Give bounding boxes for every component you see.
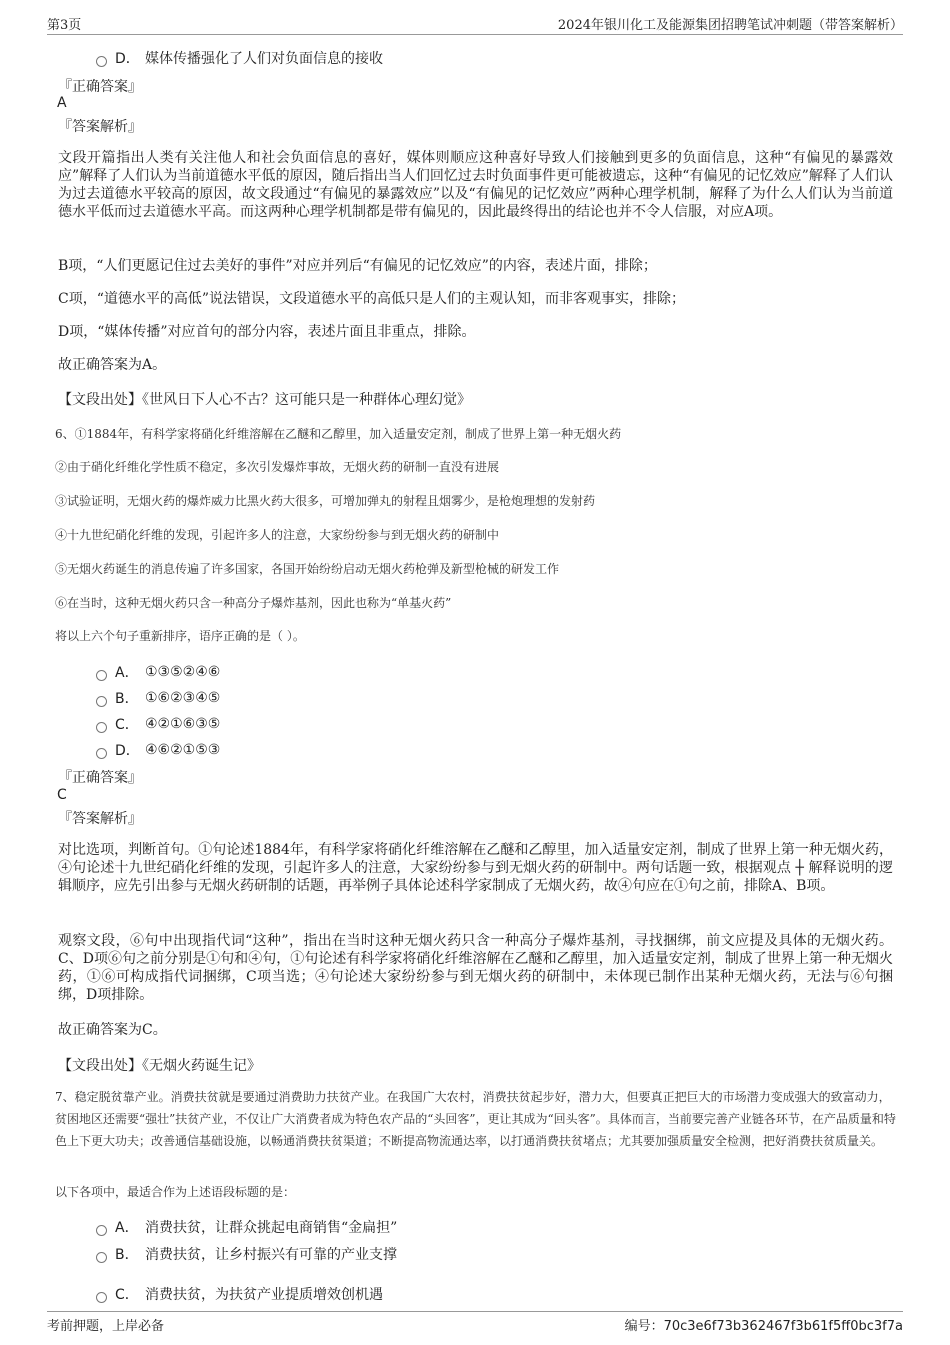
q5-analysis-para-4: D项，“媒体传播”对应首句的部分内容，表述片面且非重点，排除。 — [58, 324, 476, 340]
q6-answer-tag: 『正确答案』 — [58, 770, 142, 786]
q5-analysis-para-3: C项，“道德水平的高低”说法错误，文段道德水平的高低只是人们的主观认知，而非客观事实，排除； — [58, 291, 686, 307]
q6-question: 将以上六个句子重新排序，语序正确的是（ ）。 — [55, 629, 305, 643]
page-number: 第3页 — [47, 18, 82, 33]
q6-option-b[interactable] — [96, 688, 220, 708]
q7-option-b[interactable] — [96, 1244, 397, 1264]
radio-button-icon[interactable] — [96, 1292, 107, 1303]
option-letter: C． — [115, 717, 139, 733]
option-text: 消费扶贫，为扶贫产业提质增效创机遇 — [145, 1287, 383, 1303]
q6-option-a[interactable] — [96, 662, 220, 682]
option-letter: A． — [115, 665, 139, 681]
radio-button-icon[interactable] — [96, 1225, 107, 1236]
option-text: ①⑥②③④⑤ — [145, 690, 221, 706]
q5-analysis-tag: 『答案解析』 — [58, 119, 142, 135]
radio-button-icon[interactable] — [96, 1252, 107, 1263]
q6-sentence-4: ④十九世纪硝化纤维的发现，引起许多人的注意，大家纷纷参与到无烟火药的研制中 — [55, 528, 500, 542]
q6-source: 【文段出处】《无烟火药诞生记》 — [58, 1058, 261, 1074]
document-title: 2024年银川化工及能源集团招聘笔试冲刺题（带答案解析） — [557, 18, 903, 33]
radio-button-icon[interactable] — [96, 670, 107, 681]
q7-option-c[interactable] — [96, 1284, 383, 1304]
radio-button-icon[interactable] — [96, 696, 107, 707]
radio-button-icon[interactable] — [96, 748, 107, 759]
footer-slogan: 考前押题，上岸必备 — [47, 1319, 165, 1334]
option-text: 消费扶贫，让群众挑起电商销售“金扁担” — [145, 1220, 398, 1236]
q6-sentence-5: ⑤无烟火药诞生的消息传遍了许多国家，各国开始纷纷启动无烟火药枪弹及新型枪械的研发工作 — [55, 562, 560, 576]
option-letter: D． — [115, 743, 140, 759]
q5-answer: A — [57, 95, 67, 111]
q6-sentence-3: ③试验证明，无烟火药的爆炸威力比黑火药大很多，可增加弹丸的射程且烟雾少，是枪炮理想的发射药 — [55, 494, 596, 508]
q6-option-d[interactable] — [96, 740, 220, 760]
q6-option-c[interactable] — [96, 714, 220, 734]
option-text: 媒体传播强化了人们对负面信息的接收 — [145, 51, 383, 67]
document-id: 编号：70c3e6f73b362467f3b61f5ff0bc3f7a — [624, 1319, 903, 1334]
option-letter: B． — [115, 1247, 139, 1263]
option-letter: C． — [115, 1287, 139, 1303]
option-letter: B． — [115, 691, 139, 707]
q7-option-a[interactable] — [96, 1217, 397, 1237]
q5-analysis-para-1: 文段开篇指出人类有关注他人和社会负面信息的喜好，媒体则顺应这种喜好导致人们接触到更多的负面信息，这种“有偏见的暴露效应”解释了人们认为当前道德水平低的原因，随后指出当人们回忆过去时负面事件更可能被遗忘，这种“有偏见的记忆效应”解释了人们认为过去道德水平较高的原因，故文段通过“有偏见的暴露效应”以及“有偏见的记忆效应”两种心理学机制，解释了为什么人们认为当前道德水平低而过去道德水平高。而这两种心理学机制都是带有偏见的，因此最终得出的结论也并不令人信服，对应A项。 — [58, 150, 893, 220]
q7-passage: 7、稳定脱贫靠产业。消费扶贫就是要通过消费助力扶贫产业。在我国广大农村，消费扶贫起步好，潜力大，但要真正把巨大的市场潜力变成强大的致富动力，贫困地区还需要“强壮”扶贫产业，不仅让广大消费者成为特色农产品的“头回客”，更让其成为“回头客”。具体而言，当前要完善产业链各环节，在产品质量和特色上下更大功夫；改善通信基础设施，以畅通消费扶贫渠道；不断提高物流通达率，以打通消费扶贫堵点；尤其要加强质量安全检测，把好消费扶贫质量关。 — [55, 1090, 896, 1148]
q7-question: 以下各项中，最适合作为上述语段标题的是： — [55, 1185, 296, 1199]
q6-analysis-para-1: 对比选项，判断首句。①句论述1884年，有科学家将硝化纤维溶解在乙醚和乙醇里，加入适量安定剂，制成了世界上第一种无烟火药，④句论述十九世纪硝化纤维的发现，引起许多人的注意，大家纷纷参与到无烟火药的研制中。两句话题一致，根据观点 ┼ 解释说明的逻辑顺序，应先引出参与无烟火药研制的话题，再举例子具体论述科学家制成了无烟火药，故④句应在①句之前，排除A、B项。 — [58, 842, 893, 894]
q6-analysis-tag: 『答案解析』 — [58, 811, 142, 827]
q6-analysis-para-2: 观察文段，⑥句中出现指代词“这种”，指出在当时这种无烟火药只含一种高分子爆炸基剂，寻找捆绑，前文应提及具体的无烟火药。C、D项⑥句之前分别是①句和④句，①句论述有科学家将硝化纤维溶解在乙醚和乙醇里，加入适量安定剂，制成了世界上第一种无烟火药，①⑥可构成指代词捆绑，C项当选；④句论述大家纷纷参与到无烟火药的研制中，未体现已制作出某种无烟火药，无法与⑥句捆绑，D项排除。 — [58, 933, 893, 1003]
q5-source: 【文段出处】《世风日下人心不古？这可能只是一种群体心理幻觉》 — [58, 392, 471, 408]
q6-answer: C — [57, 787, 67, 803]
page-footer — [47, 1311, 903, 1334]
radio-button-icon[interactable] — [96, 56, 107, 67]
q5-option-d[interactable] — [96, 48, 383, 68]
q6-sentence-2: ②由于硝化纤维化学性质不稳定，多次引发爆炸事故，无烟火药的研制一直没有进展 — [55, 460, 500, 474]
page-header — [47, 12, 903, 35]
option-letter: D． — [115, 51, 140, 67]
radio-button-icon[interactable] — [96, 722, 107, 733]
q6-sentence-1: 6、①1884年，有科学家将硝化纤维溶解在乙醚和乙醇里，加入适量安定剂，制成了世界上第一种无烟火药 — [55, 427, 622, 441]
option-text: ④⑥②①⑤③ — [145, 742, 221, 758]
option-text: 消费扶贫，让乡村振兴有可靠的产业支撑 — [145, 1247, 397, 1263]
option-text: ④②①⑥③⑤ — [145, 716, 221, 732]
q6-sentence-6: ⑥在当时，这种无烟火药只含一种高分子爆炸基剂，因此也称为“单基火药” — [55, 596, 452, 610]
option-letter: A． — [115, 1220, 139, 1236]
q5-analysis-para-2: B项，“人们更愿记住过去美好的事件”对应并列后“有偏见的记忆效应”的内容，表述片面，排除； — [58, 258, 657, 274]
q6-analysis-para-3: 故正确答案为C。 — [58, 1022, 167, 1038]
q5-answer-tag: 『正确答案』 — [58, 79, 142, 95]
q5-analysis-para-5: 故正确答案为A。 — [58, 357, 167, 373]
option-text: ①③⑤②④⑥ — [145, 664, 221, 680]
